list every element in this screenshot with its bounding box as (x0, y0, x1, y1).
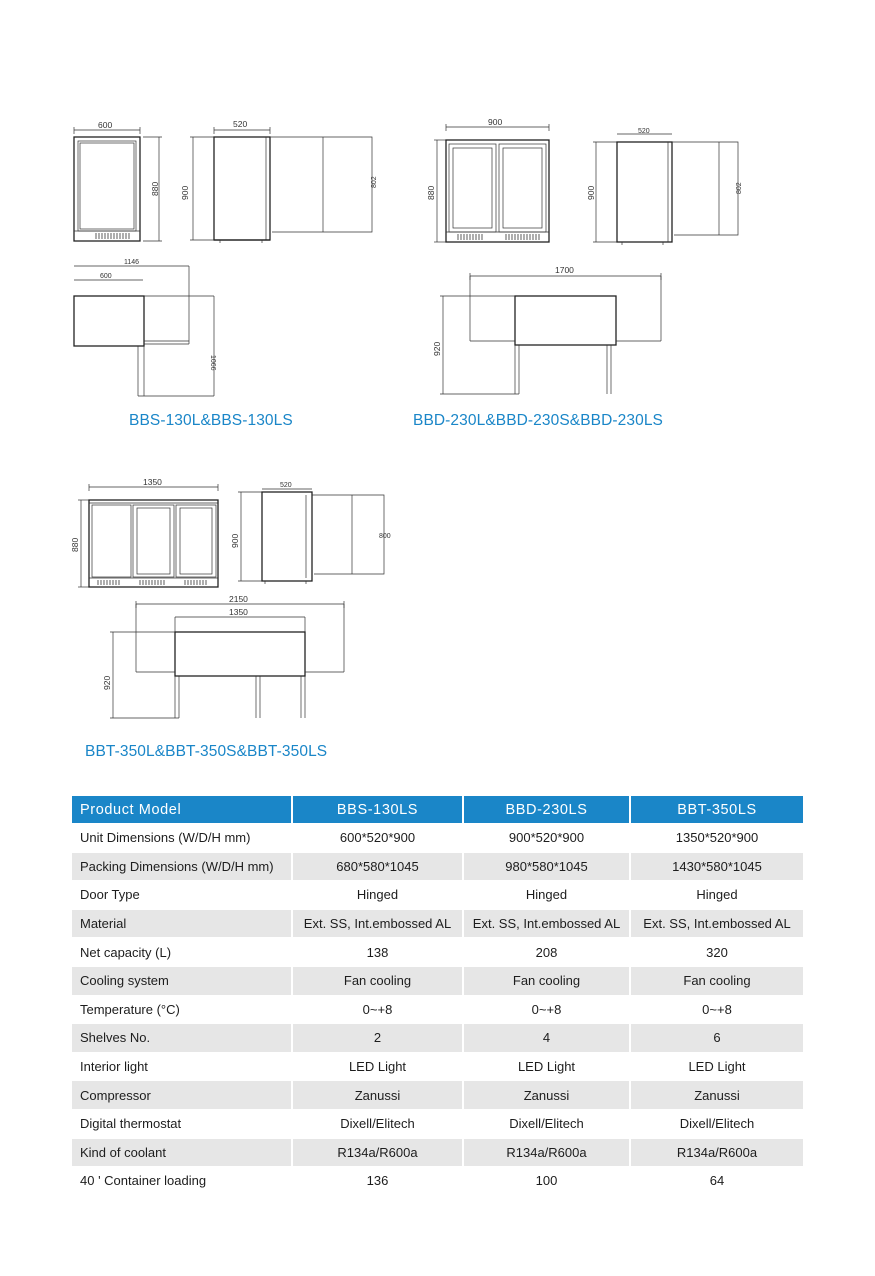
bbt-side-view (230, 482, 391, 584)
bbs-side-height-label: 900 (180, 185, 190, 200)
header-product-model: Product Model (72, 796, 293, 823)
table-row (72, 1138, 803, 1167)
table-row (72, 1080, 803, 1109)
bbd-door-swing-label: 802 (736, 182, 743, 194)
bbd-front-width-label: 900 (488, 117, 503, 127)
cell: Ext. SS, Int.embossed AL (293, 909, 464, 938)
bbt-top-depth-label: 920 (102, 675, 112, 690)
row-label: Door Type (72, 880, 293, 909)
row-label: Digital thermostat (72, 1109, 293, 1138)
table-row (72, 1109, 803, 1138)
cell: 138 (293, 937, 464, 966)
spec-table (72, 796, 803, 1195)
table-row (72, 1166, 803, 1195)
bbs-side-depth-label: 520 (233, 119, 248, 129)
bbd-front-height-label: 880 (426, 185, 436, 200)
cell: 1350*520*900 (631, 823, 803, 852)
cell: Ext. SS, Int.embossed AL (464, 909, 631, 938)
bbd-top-view (432, 265, 661, 394)
cell: 136 (293, 1166, 464, 1195)
cell: Zanussi (631, 1080, 803, 1109)
table-row (72, 966, 803, 995)
bbs-door-swing-label: 802 (371, 176, 378, 188)
table-row (72, 880, 803, 909)
row-label: Net capacity (L) (72, 937, 293, 966)
bbt-side-height-label: 900 (230, 533, 240, 548)
bbt-top-width-label: 1350 (229, 607, 248, 617)
header-bbs: BBS-130LS (293, 796, 464, 823)
cell: Dixell/Elitech (464, 1109, 631, 1138)
bbd-front-view (426, 117, 549, 242)
bbt-caption: BBT-350L&BBT-350S&BBT-350LS (85, 743, 328, 760)
bbt-side-depth-label: 520 (280, 482, 292, 489)
cell: Hinged (464, 880, 631, 909)
header-bbd: BBD-230LS (464, 796, 631, 823)
row-label: Compressor (72, 1080, 293, 1109)
cell: Dixell/Elitech (293, 1109, 464, 1138)
cell: 0~+8 (631, 995, 803, 1024)
table-row (72, 823, 803, 852)
bbt-front-width-label: 1350 (143, 477, 162, 487)
bbt-front-view (70, 477, 218, 587)
cell: 100 (464, 1166, 631, 1195)
bbt-top-view (102, 594, 344, 718)
table-row (72, 937, 803, 966)
bbt-front-height-label: 880 (70, 537, 80, 552)
bbt-door-swing-label: 800 (379, 533, 391, 540)
row-label: Kind of coolant (72, 1138, 293, 1167)
cell: 600*520*900 (293, 823, 464, 852)
bbd-side-depth-label: 520 (638, 128, 650, 135)
table-header-row (72, 796, 803, 823)
table-row (72, 1023, 803, 1052)
bbs-top-width-label: 600 (100, 273, 112, 280)
bbs-front-view (74, 120, 162, 241)
table-row (72, 1052, 803, 1081)
bbs-top-depth-label: 1066 (209, 355, 216, 371)
table-row (72, 995, 803, 1024)
cell: Fan cooling (293, 966, 464, 995)
cell: Fan cooling (464, 966, 631, 995)
bbs-top-total-label: 1146 (124, 259, 140, 266)
cell: 900*520*900 (464, 823, 631, 852)
cell: 208 (464, 937, 631, 966)
cell: 2 (293, 1023, 464, 1052)
cell: 4 (464, 1023, 631, 1052)
header-bbt: BBT-350LS (631, 796, 803, 823)
row-label: Shelves No. (72, 1023, 293, 1052)
row-label: 40 ' Container loading (72, 1166, 293, 1195)
bbs-front-height-label: 880 (150, 181, 160, 196)
cell: Fan cooling (631, 966, 803, 995)
row-label: Cooling system (72, 966, 293, 995)
bbd-top-total-label: 1700 (555, 265, 574, 275)
cell: R134a/R600a (631, 1138, 803, 1167)
cell: Hinged (293, 880, 464, 909)
cell: R134a/R600a (293, 1138, 464, 1167)
bbd-caption: BBD-230L&BBD-230S&BBD-230LS (413, 412, 663, 429)
cell: Dixell/Elitech (631, 1109, 803, 1138)
cell: 0~+8 (464, 995, 631, 1024)
row-label: Temperature (°C) (72, 995, 293, 1024)
bbs-top-view (74, 259, 216, 396)
row-label: Packing Dimensions (W/D/H mm) (72, 852, 293, 881)
cell: 980*580*1045 (464, 852, 631, 881)
bbs-caption: BBS-130L&BBS-130LS (129, 412, 293, 429)
cell: Zanussi (293, 1080, 464, 1109)
cell: 64 (631, 1166, 803, 1195)
bbt-top-total-label: 2150 (229, 594, 248, 604)
cell: 6 (631, 1023, 803, 1052)
bbd-side-view (586, 128, 743, 245)
cell: 320 (631, 937, 803, 966)
cell: 0~+8 (293, 995, 464, 1024)
cell: LED Light (464, 1052, 631, 1081)
row-label: Material (72, 909, 293, 938)
cell: LED Light (631, 1052, 803, 1081)
table-row (72, 852, 803, 881)
bbd-side-height-label: 900 (586, 185, 596, 200)
bbd-top-depth-label: 920 (432, 341, 442, 356)
cell: Zanussi (464, 1080, 631, 1109)
row-label: Unit Dimensions (W/D/H mm) (72, 823, 293, 852)
cell: Ext. SS, Int.embossed AL (631, 909, 803, 938)
table-row (72, 909, 803, 938)
cell: LED Light (293, 1052, 464, 1081)
row-label: Interior light (72, 1052, 293, 1081)
bbs-side-view (180, 119, 378, 243)
cell: R134a/R600a (464, 1138, 631, 1167)
cell: Hinged (631, 880, 803, 909)
cell: 1430*580*1045 (631, 852, 803, 881)
cell: 680*580*1045 (293, 852, 464, 881)
bbs-front-width-label: 600 (98, 120, 113, 130)
